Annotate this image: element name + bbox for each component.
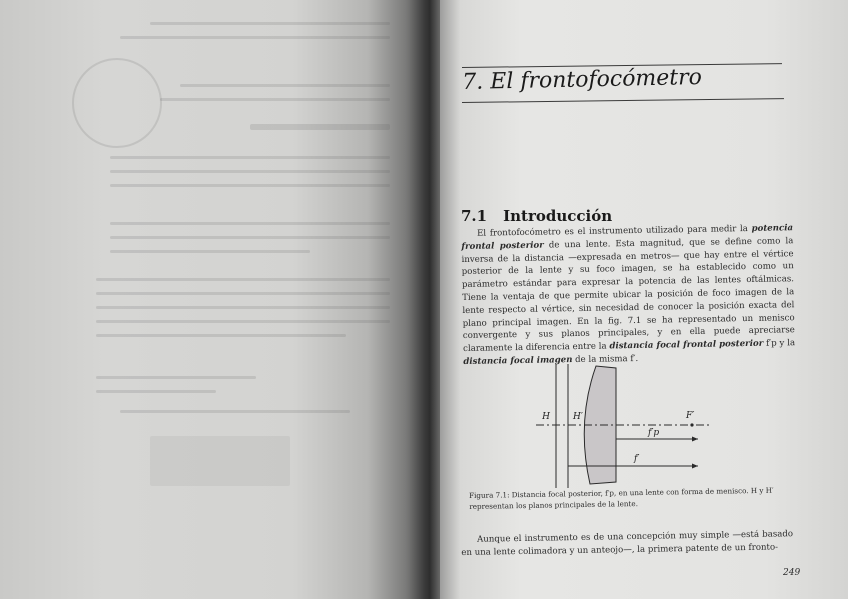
intro-text: de una lente. Esta magnitud, que se define como la inversa de la distancia —expresada en metros— que hay entre el vértice posterior de la lente y su foco imagen, se ha establecido como un parámetro estándar para expresar la potencia de las lentes oftálmicas. Tiene la ventaja de que permite ubicar la posición de foco imagen de la lente respecto al vértice, sin necesidad de conocer la posición exacta del plano principal imagen. En la fig. 7.1 se ha representado un menisco convergente y sus planos principales, y en ella puede apreciarse claramente la diferencia entre la [461,236,795,355]
bleed-through-line [160,98,390,101]
bleed-through-stamp [72,58,162,148]
bleed-through-block [150,436,290,486]
bleed-through-line [96,390,216,393]
label-h: H [542,412,550,422]
section-heading [461,207,612,225]
bleed-through-line [110,156,390,159]
bleed-through-line [96,278,390,281]
intro-emphasis: distancia focal imagen [463,355,573,367]
label-f-prime: f′ [634,454,640,464]
left-page [0,0,418,599]
page-number: 249 [783,568,801,578]
meniscus-lens-figure [532,362,712,492]
bleed-through-line [96,306,390,309]
bleed-through-line [250,124,390,130]
intro-text: El frontofocómetro es el instrumento utilizado para medir la [477,223,752,239]
closing-paragraph: Aunque el instrumento es de una concepción muy simple —está basado en una lente colimadora y un anteojo—, la primera patente de un fronto- [461,529,794,558]
back-focal-arrowhead [692,437,698,442]
intro-text: f′p y la [763,338,796,349]
bleed-through-line [96,376,256,379]
bleed-through-line [110,236,390,239]
intro-emphasis: distancia focal frontal posterior [609,338,764,352]
bleed-through-line [120,410,350,413]
bleed-through-line [96,334,346,337]
intro-paragraph [461,222,795,369]
bleed-through-line [110,170,390,173]
intro-text: de la misma f′. [572,353,639,366]
focal-arrowhead [692,464,698,469]
chapter-heading [462,65,702,95]
section-number: 7.1 [461,207,488,225]
section-title-text: Introducción [503,207,613,225]
bleed-through-line [110,184,390,187]
label-fp-prime: f′p [648,428,660,438]
bleed-through-line [180,84,390,87]
chapter-number: 7. [462,69,484,95]
bleed-through-line [150,22,390,25]
label-h-prime: H′ [573,412,583,422]
label-f-prime-point: F′ [686,411,695,421]
bleed-through-line [96,292,390,295]
chapter-title-text: El frontofocómetro [489,64,703,95]
figure-caption: Figura 7.1: Distancia focal posterior, f′p, en una lente con forma de menisco. H y H′ representan los planos principales de la lente. [469,485,774,511]
bleed-through-line [120,36,390,39]
bleed-through-line [110,250,310,253]
bleed-through-line [96,320,390,323]
bleed-through-line [110,222,390,225]
intro-emphasis: potencia frontal posterior [461,223,794,252]
focal-point-marker [690,423,693,426]
